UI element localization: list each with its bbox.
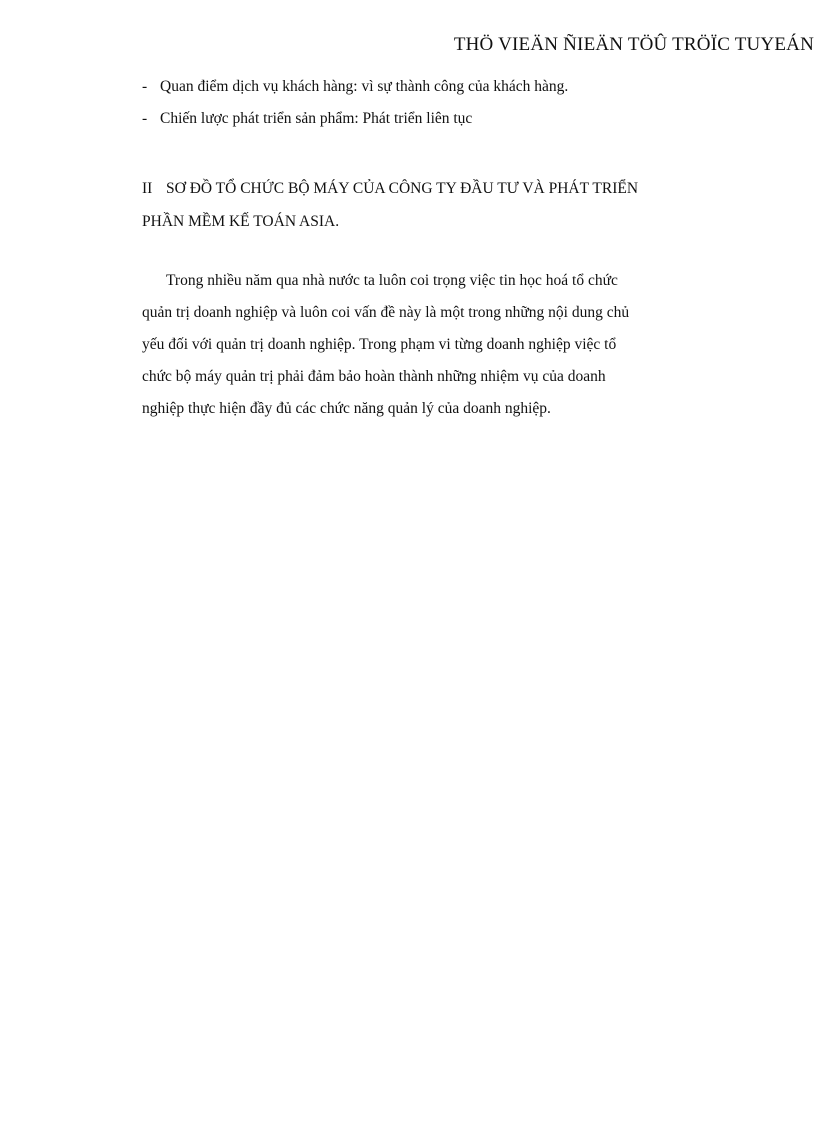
section-number: II	[142, 180, 153, 197]
section-heading	[142, 172, 742, 238]
bullet-list	[142, 76, 568, 140]
bullet-text: Quan điểm dịch vụ khách hàng: vì sự thành công của khách hàng.	[160, 78, 569, 95]
paragraph-line: chức bộ máy quản trị phải đảm bảo hoàn thành những nhiệm vụ của doanh	[142, 368, 606, 385]
list-item	[142, 76, 568, 108]
list-item	[142, 108, 568, 140]
paragraph-line: Trong nhiều năm qua nhà nước ta luôn coi trọng việc tin học hoá tổ chức	[166, 272, 618, 289]
bullet-marker: -	[142, 78, 148, 95]
body-paragraph	[142, 265, 702, 425]
bullet-text: Chiến lược phát triển sản phẩm: Phát triển liên tục	[160, 110, 473, 127]
paragraph-line: quản trị doanh nghiệp và luôn coi vấn đề này là một trong những nội dung chủ	[142, 304, 630, 321]
bullet-marker: -	[142, 110, 148, 127]
section-title-line1: SƠ ĐỒ TỔ CHỨC BỘ MÁY CỦA CÔNG TY ĐẦU TƯ VÀ PHÁT TRIỂN	[166, 180, 639, 197]
paragraph-line: yếu đối với quản trị doanh nghiệp. Trong phạm vi từng doanh nghiệp việc tổ	[142, 336, 617, 353]
section-title-line2: PHẦN MỀM KẾ TOÁN ASIA.	[142, 213, 340, 230]
page-header: THÖ VIEÄN ÑIEÄN TÖÛ TRÖÏC TUYEÁN	[453, 34, 814, 55]
paragraph-line: nghiệp thực hiện đầy đủ các chức năng quản lý của doanh nghiệp.	[142, 400, 551, 417]
